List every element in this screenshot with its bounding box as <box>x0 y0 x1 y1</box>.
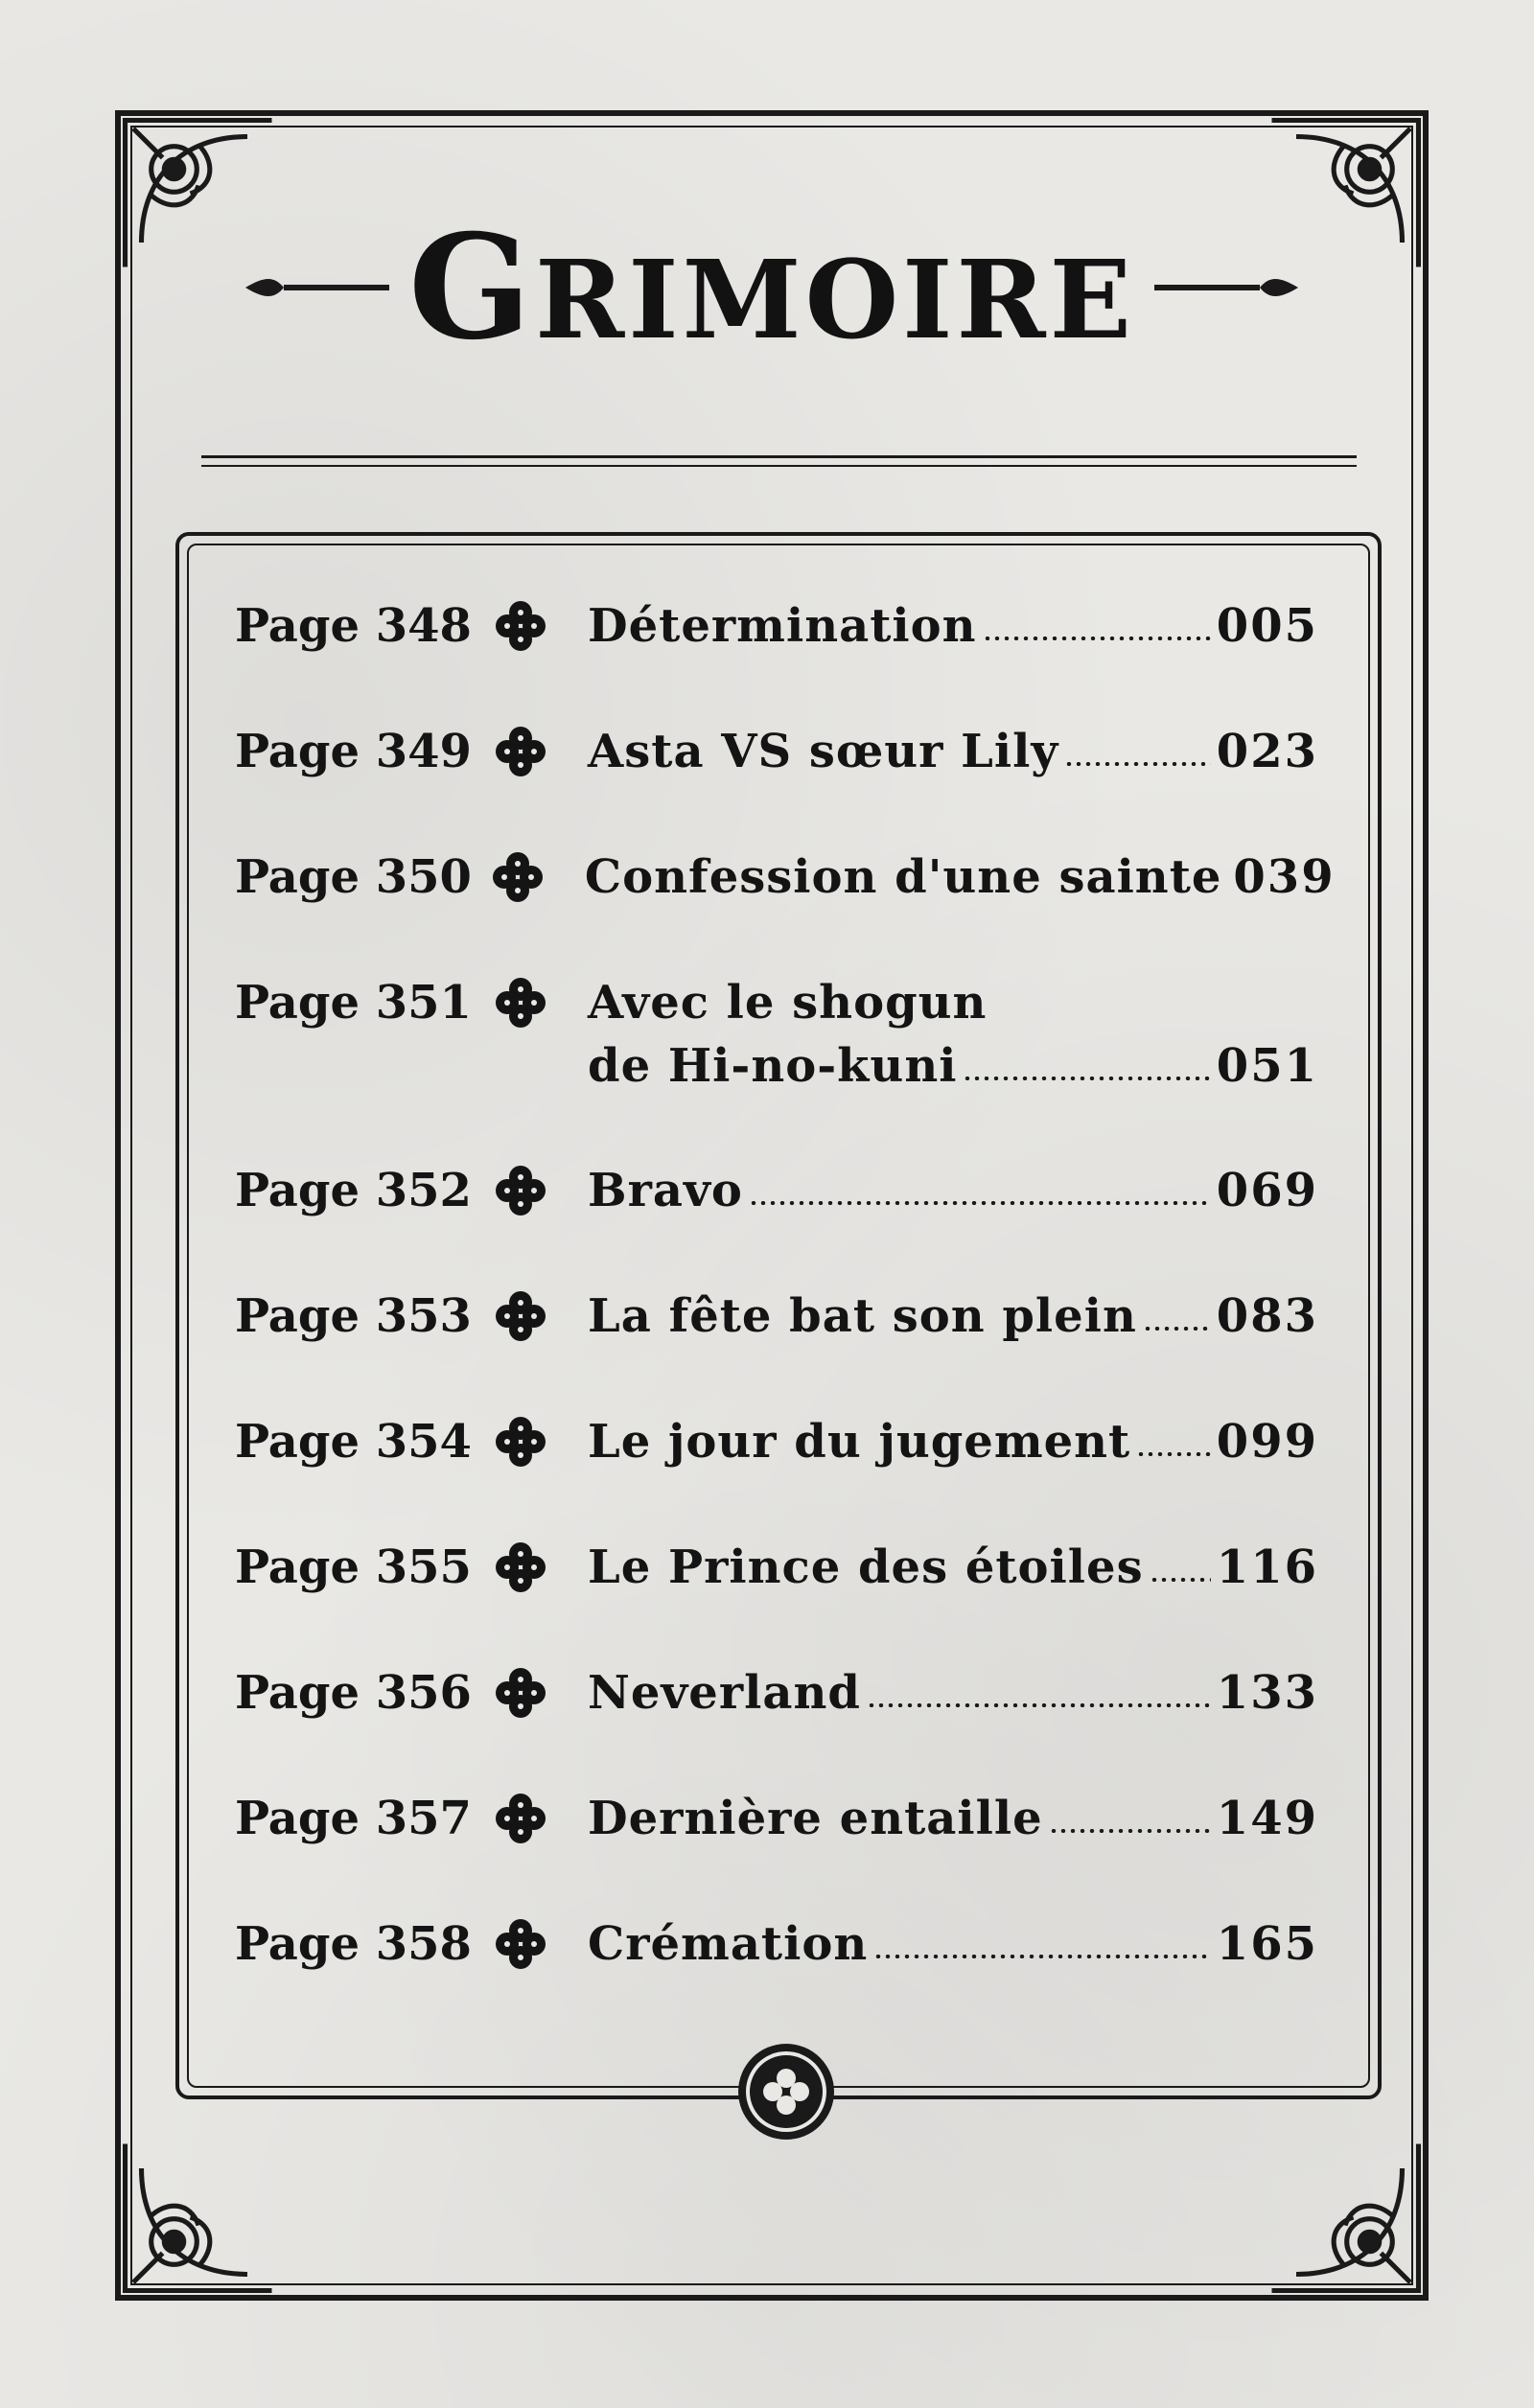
page-number: 023 <box>1216 725 1318 778</box>
toc-entry <box>235 845 1336 971</box>
clover-icon <box>492 1539 549 1596</box>
chapter-title-line-1: Avec le shogun <box>588 976 988 1030</box>
chapter-number: Page 356 <box>235 1666 472 1720</box>
page-number: 099 <box>1216 1415 1318 1469</box>
chapter-number: Page 349 <box>235 725 472 778</box>
chapter-number: Page 351 <box>235 976 472 1030</box>
page-number: 069 <box>1216 1164 1318 1217</box>
page-number: 165 <box>1216 1917 1318 1971</box>
clover-icon <box>492 974 549 1031</box>
clover-icon <box>489 848 546 906</box>
dot-leader <box>1143 1327 1211 1331</box>
title-initial: G <box>408 203 536 372</box>
clover-icon <box>492 1413 549 1470</box>
chapter-title: Le jour du jugement <box>588 1415 1131 1469</box>
clover-icon <box>492 597 549 655</box>
page-number: 039 <box>1233 850 1336 904</box>
chapter-number: Page 348 <box>235 599 472 653</box>
chapter-title: Neverland <box>588 1666 861 1720</box>
dot-leader <box>1150 1578 1211 1582</box>
toc-entry <box>235 1410 1318 1536</box>
chapter-number: Page 355 <box>235 1540 472 1594</box>
toc-entry <box>235 594 1318 720</box>
clover-emblem-icon <box>736 2042 836 2142</box>
toc-entry <box>235 1285 1318 1410</box>
clover-icon <box>492 1162 549 1219</box>
toc-entry <box>235 1787 1318 1912</box>
toc-entry <box>235 1912 1318 2038</box>
chapter-title: Détermination <box>588 599 977 653</box>
dot-leader <box>983 637 1211 640</box>
clover-icon <box>492 1287 549 1345</box>
clover-icon <box>492 1664 549 1722</box>
dot-leader <box>1049 1829 1211 1833</box>
chapter-number: Page 352 <box>235 1164 472 1217</box>
dot-leader <box>1064 762 1211 766</box>
page-number: 133 <box>1216 1666 1318 1720</box>
title-rest: RIMOIRE <box>535 238 1135 363</box>
dot-leader <box>1136 1452 1211 1456</box>
page-number: 149 <box>1216 1792 1318 1845</box>
toc-entry <box>235 1159 1318 1285</box>
dot-leader <box>749 1201 1211 1205</box>
toc-entry <box>235 720 1318 845</box>
dot-leader <box>867 1703 1211 1707</box>
page-number: 051 <box>1216 1039 1318 1093</box>
chapter-title: Dernière entaille <box>588 1792 1043 1845</box>
page-title <box>408 203 1135 372</box>
chapter-title: Crémation <box>588 1917 869 1971</box>
chapter-title-line-2: de Hi-no-kuni <box>588 1039 958 1093</box>
toc-entry <box>235 1661 1318 1787</box>
left-flourish-icon <box>245 268 389 307</box>
toc-entry <box>235 1536 1318 1661</box>
title-rule-top <box>201 455 1357 458</box>
clover-icon <box>492 1790 549 1847</box>
toc-list <box>235 594 1336 2038</box>
chapter-title: Le Prince des étoiles <box>588 1540 1144 1594</box>
corner-ornament-icon <box>1264 2136 1427 2299</box>
toc-entry <box>235 971 1318 1159</box>
page-number: 116 <box>1216 1540 1318 1594</box>
title-rule-bottom <box>201 465 1357 467</box>
title-block <box>182 192 1361 383</box>
chapter-title: La fête bat son plein <box>588 1289 1137 1343</box>
clover-icon <box>492 723 549 780</box>
right-flourish-icon <box>1154 268 1298 307</box>
chapter-number: Page 350 <box>235 850 472 904</box>
page-number: 083 <box>1216 1289 1318 1343</box>
chapter-title: Bravo <box>588 1164 743 1217</box>
chapter-number: Page 357 <box>235 1792 472 1845</box>
dot-leader <box>963 1077 1210 1080</box>
page-number: 005 <box>1216 599 1318 653</box>
chapter-title: Confession d'une sainte <box>584 850 1222 904</box>
dot-leader <box>873 1955 1211 1958</box>
chapter-title: Asta VS sœur Lily <box>588 725 1059 778</box>
chapter-number: Page 358 <box>235 1917 472 1971</box>
chapter-number: Page 354 <box>235 1415 472 1469</box>
corner-ornament-icon <box>117 2136 280 2299</box>
clover-icon <box>492 1915 549 1973</box>
chapter-number: Page 353 <box>235 1289 472 1343</box>
